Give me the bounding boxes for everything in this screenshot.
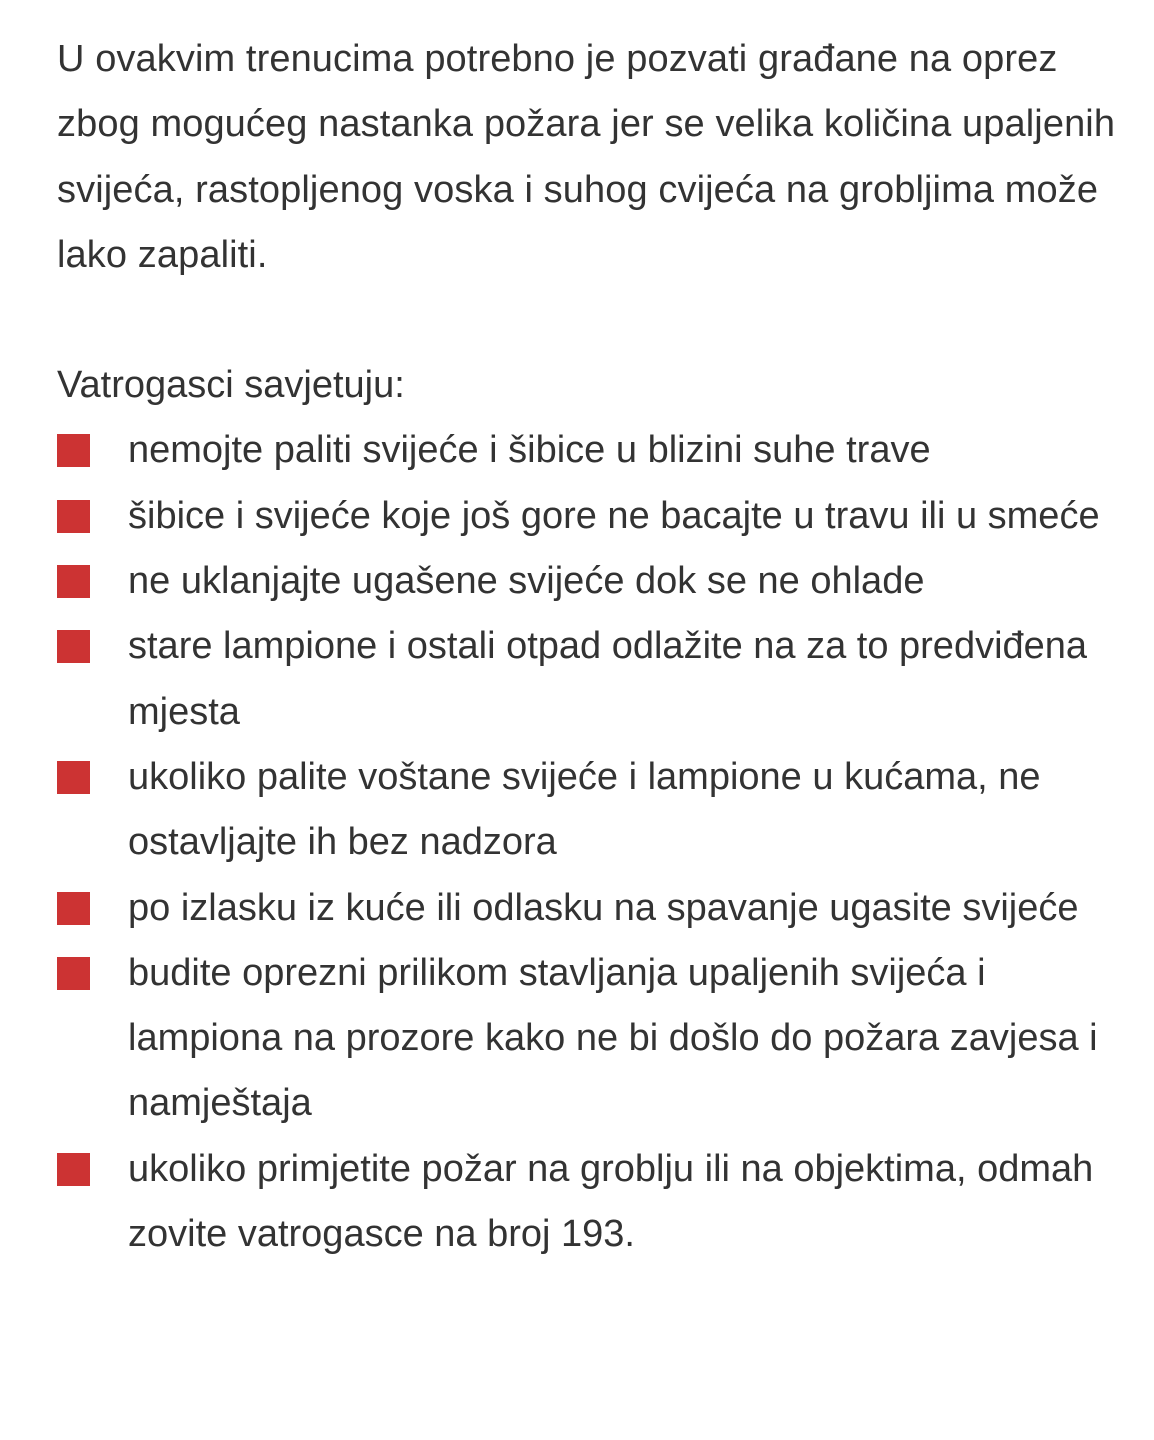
square-bullet-icon	[57, 630, 90, 663]
list-item	[57, 549, 1117, 614]
list-item-text: budite oprezni prilikom stavljanja upaljenih svijeća i lampiona na prozore kako ne bi došlo do požara zavjesa i namještaja	[128, 951, 1098, 1125]
list-item-text: po izlasku iz kuće ili odlasku na spavanje ugasite svijeće	[128, 886, 1079, 929]
article-body	[57, 27, 1117, 1267]
square-bullet-icon	[57, 565, 90, 598]
list-item	[57, 941, 1117, 1137]
list-item	[57, 418, 1117, 483]
list-item	[57, 745, 1117, 876]
list-item	[57, 614, 1117, 745]
list-item	[57, 1137, 1117, 1268]
list-item	[57, 484, 1117, 549]
square-bullet-icon	[57, 761, 90, 794]
list-item-text: nemojte paliti svijeće i šibice u blizini suhe trave	[128, 429, 931, 472]
square-bullet-icon	[57, 434, 90, 467]
square-bullet-icon	[57, 892, 90, 925]
list-item-text: ukoliko palite voštane svijeće i lampione u kućama, ne ostavljajte ih bez nadzora	[128, 755, 1041, 864]
advice-list	[57, 418, 1117, 1267]
square-bullet-icon	[57, 957, 90, 990]
square-bullet-icon	[57, 500, 90, 533]
advice-heading: Vatrogasci savjetuju:	[57, 364, 405, 407]
list-item-text: ukoliko primjetite požar na groblju ili na objektima, odmah zovite vatrogasce na broj 193.	[128, 1147, 1094, 1256]
list-item-text: stare lampione i ostali otpad odlažite na za to predviđena mjesta	[128, 625, 1088, 733]
intro-paragraph: U ovakvim trenucima potrebno je pozvati građane na oprez zbog mogućeg nastanka požara jer se velika količina upaljenih svijeća, rastopljenog voska i suhog cvijeća na grobljima može lako zapaliti.	[57, 38, 1116, 276]
list-item	[57, 876, 1117, 941]
list-item-text: šibice i svijeće koje još gore ne bacajte u travu ili u smeće	[128, 494, 1100, 537]
list-item-text: ne uklanjajte ugašene svijeće dok se ne ohlade	[128, 560, 925, 603]
square-bullet-icon	[57, 1153, 90, 1186]
